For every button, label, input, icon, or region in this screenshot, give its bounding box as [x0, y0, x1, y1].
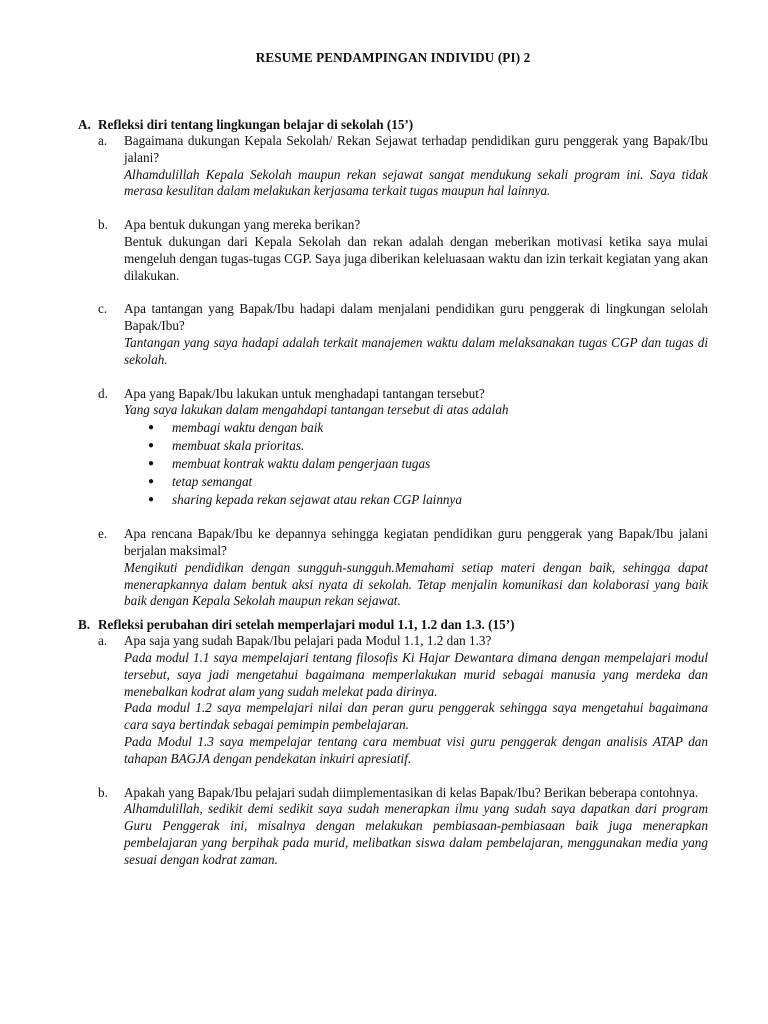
question-letter: b.: [98, 784, 108, 800]
question-text: Apa bentuk dukungan yang mereka berikan?: [124, 217, 361, 233]
section-b-questions: [98, 633, 708, 868]
question-b-b: [98, 785, 708, 869]
answer-text: Alhamdulillah Kepala Sekolah maupun rekan sejawat sangat mendukung sekali program ini. Saya tidak merasa kesulitan dalam melakukan kerjasama terkait tugas maupun hal lainnya.: [124, 166, 708, 199]
bullet-text: membuat kontrak waktu dalam pengerjaan tugas: [172, 456, 431, 472]
bullet-icon: ●: [148, 458, 155, 470]
question-text: Apa tantangan yang Bapak/Ibu hadapi dalam menjalani pendidikan guru penggerak di lingkungan selolah Bapak/Ibu?: [124, 301, 708, 334]
question-a-e: [98, 526, 708, 610]
question-letter: b.: [98, 217, 108, 233]
question-letter: d.: [98, 385, 108, 401]
answer-text: Bentuk dukungan dari Kepala Sekolah dan rekan adalah dengan meberikan motivasi ketika saya mulai mengeluh dengan tugas-tugas CGP. Saya juga diberikan keleluasaan waktu dan izin terkait kegiatan yang akan dilakukan.: [124, 233, 708, 283]
bullet-icon: ●: [148, 494, 155, 506]
bullet-text: sharing kepada rekan sejawat atau rekan CGP lainnya: [172, 492, 462, 508]
question-a-a: [98, 133, 708, 200]
question-a-b: [98, 217, 708, 284]
answer-text: Alhamdulillah, sedikit demi sedikit saya sudah menerapkan ilmu yang sudah saya dapatkan dari program Guru Penggerak ini, misalnya dengan melakukan pembiasaan-pembiasaan baik juga menerapkan pembelajaran yang berpihak pada murid, melibatkan siswa dalam pembelajaran, menggunakan media yang sesuai dengan kodrat zaman.: [124, 801, 708, 867]
answer-paragraph: Pada modul 1.1 saya mempelajari tentang filosofis Ki Hajar Dewantara dimana dengan mempelajari modul tersebut, saya jadi mengetahui bagaimana memperlakukan murid sebagai manusia yang merdeka dan menebalkan kodrat alam yang sudah melekat pada dirinya.: [124, 649, 708, 699]
question-text: Bagaimana dukungan Kepala Sekolah/ Rekan Sejawat terhadap pendidikan guru penggerak yang Bapak/Ibu jalani?: [124, 133, 708, 165]
question-text: Apa yang Bapak/Ibu lakukan untuk menghadapi tantangan tersebut?: [124, 385, 485, 401]
answer-paragraph: Pada modul 1.2 saya mempelajari nilai dan peran guru penggerak sehingga saya mengetahui bagaimana cara saya bertindak sebagai pemimpin pembelajaran.: [124, 700, 708, 733]
question-letter: e.: [98, 526, 108, 542]
question-letter: a.: [98, 133, 108, 148]
bullet-item: [148, 491, 708, 509]
page-title: RESUME PENDAMPINGAN INDIVIDU (PI) 2: [255, 50, 531, 65]
bullet-icon: ●: [148, 476, 155, 488]
question-a-c: [98, 301, 708, 368]
bullet-text: membuat skala prioritas.: [172, 438, 305, 454]
bullet-list: [124, 419, 708, 509]
bullet-item: [148, 437, 708, 455]
section-b: [78, 616, 708, 868]
question-text: Apakah yang Bapak/Ibu pelajari sudah diimplementasikan di kelas Bapak/Ibu? Berikan beberapa contohnya.: [124, 784, 699, 800]
question-letter: c.: [98, 301, 108, 317]
bullet-item: [148, 455, 708, 473]
answer-text: Yang saya lakukan dalam mengahdapi tantangan tersebut di atas adalah: [124, 402, 509, 418]
bullet-item: [148, 419, 708, 437]
section-b-heading: [78, 616, 708, 633]
question-a-d: [98, 386, 708, 510]
question-b-a: [98, 633, 708, 767]
section-a-letter: A.: [78, 117, 91, 132]
bullet-item: [148, 473, 708, 491]
section-b-heading-text: Refleksi perubahan diri setelah memperlajari modul 1.1, 1.2 dan 1.3. (15’): [98, 617, 515, 633]
bullet-text: tetap semangat: [172, 474, 253, 490]
question-letter: a.: [98, 633, 108, 649]
section-a: [78, 116, 708, 610]
bullet-icon: ●: [148, 440, 155, 452]
section-a-questions: [98, 133, 708, 610]
bullet-icon: ●: [148, 422, 155, 434]
section-a-heading: [78, 116, 708, 133]
bullet-text: membagi waktu dengan baik: [172, 420, 324, 436]
question-text: Apa rencana Bapak/Ibu ke depannya sehingga kegiatan pendidikan guru penggerak yang Bapak/Ibu jalani berjalan maksimal?: [124, 526, 708, 558]
section-b-letter: B.: [78, 617, 91, 633]
answer-text: Mengikuti pendidikan dengan sungguh-sungguh.Memahami setiap materi dengan baik, sehingga dapat menerapkannya dalam bentuk aksi nyata di sekolah. Tetap menjalin komunikasi dan kolaborasi yang baik baik dengan Kepala Sekolah maupun rekan sejawat.: [124, 559, 708, 609]
question-text: Apa saja yang sudah Bapak/Ibu pelajari pada Modul 1.1, 1.2 dan 1.3?: [124, 633, 492, 649]
answer-text: Tantangan yang saya hadapi adalah terkait manajemen waktu dalam melaksanakan tugas CGP dan tugas di sekolah.: [124, 334, 708, 367]
answer-paragraph: Pada Modul 1.3 saya mempelajar tentang cara membuat visi guru penggerak dengan analisis ATAP dan tahapan BAGJA dengan pendekatan inkuiri apresiatif.: [124, 733, 708, 766]
section-a-heading-text: Refleksi diri tentang lingkungan belajar di sekolah (15’): [98, 117, 414, 132]
